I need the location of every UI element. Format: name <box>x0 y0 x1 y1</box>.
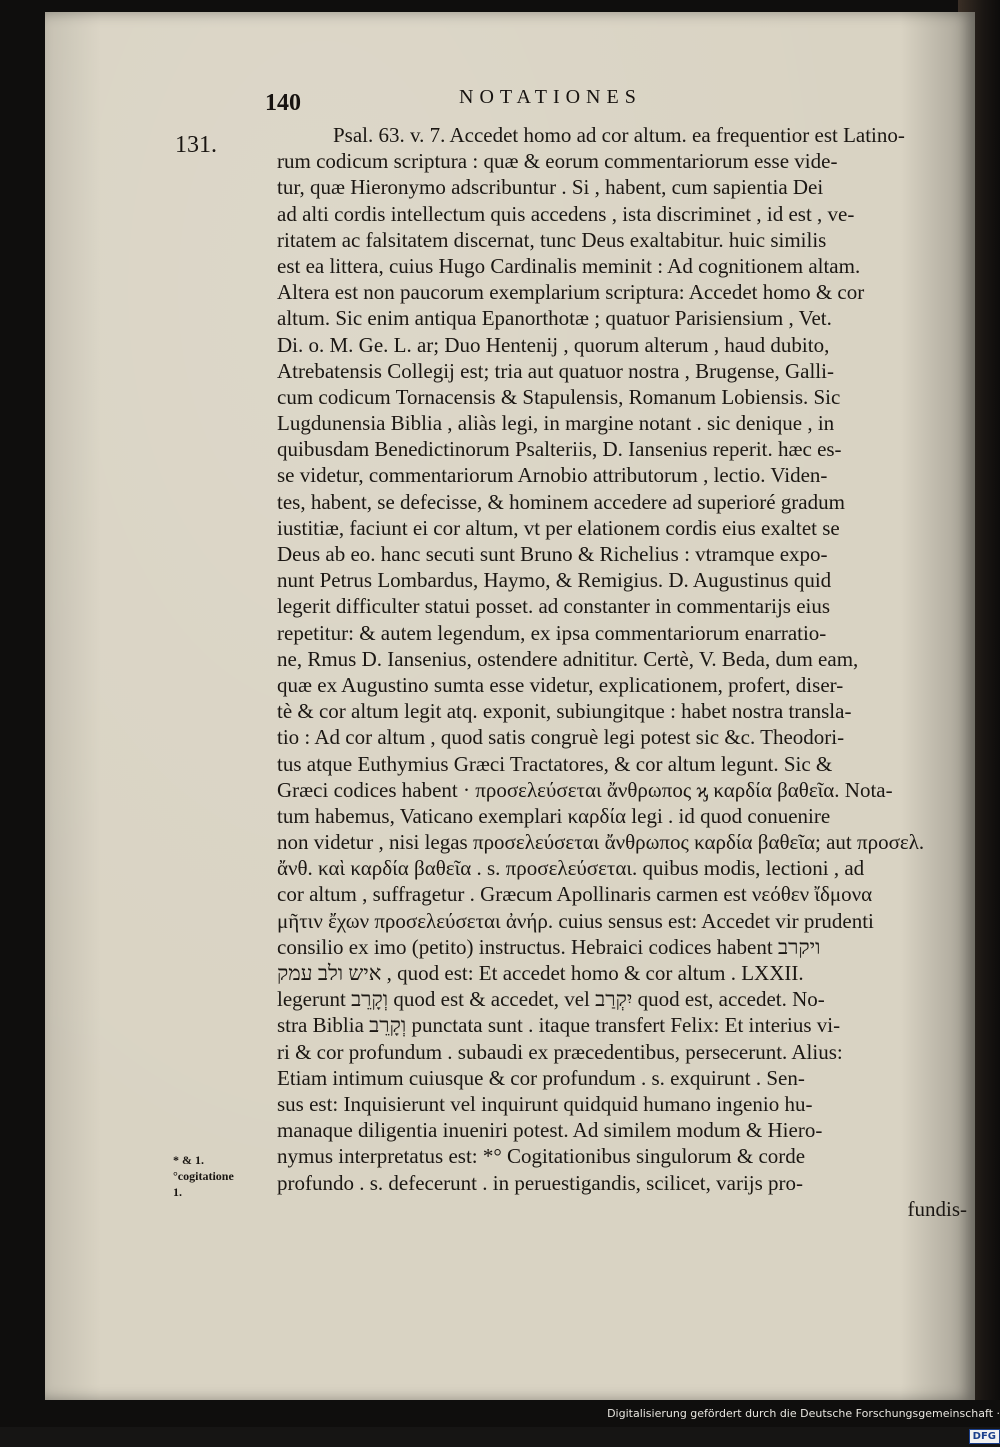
text-line: איש ולב עמק , quod est: Et accedet homo & cor altum . LXXII. <box>277 961 804 985</box>
text-line: est ea littera, cuius Hugo Cardinalis meminit : Ad cognitionem altam. <box>277 253 861 278</box>
text-line: se videtur, commentariorum Arnobio attributorum , lectio. Viden- <box>277 463 828 488</box>
text-line: cum codicum Tornacensis & Stapulensis, Romanum Lobiensis. Sic <box>277 384 841 409</box>
credit-text: Digitalisierung gefördert durch die Deutsche Forschungsgemeinschaft · <box>607 1407 1000 1420</box>
text-line: tum habemus, Vaticano exemplari καρδία legi . id quod conuenire <box>277 803 831 828</box>
text-line: tes, habent, se defecisse, & hominem accedere ad superioré gradum <box>277 489 845 514</box>
side-note-line: °cogitatione <box>173 1169 234 1183</box>
catchword: fundis- <box>907 1196 967 1221</box>
text-line: Atrebatensis Collegij est; tria aut quatuor nostra , Brugense, Galli- <box>277 358 834 383</box>
text-line: rum codicum scriptura : quæ & eorum commentariorum esse vide- <box>277 149 838 174</box>
text-line: Etiam intimum cuiusque & cor profundum . s. exquirunt . Sen- <box>277 1065 805 1090</box>
text-line: tur, quæ Hieronymo adscribuntur . Si , habent, cum sapientia Dei <box>277 175 824 200</box>
dfg-logo: DFG <box>969 1429 1000 1444</box>
text-line: μῆτιν ἔχων προσελεύσεται ἀνήρ. cuius sensus est: Accedet vir prudenti <box>277 908 874 933</box>
text-line: quæ ex Augustino sumta esse videtur, explicationem, profert, diser- <box>277 672 844 697</box>
digitization-credit <box>600 1403 1000 1442</box>
text-line: ἄνθ. καὶ καρδία βαθεῖα . s. προσελεύσεται. quibus modis, lectioni , ad <box>277 856 865 881</box>
text-line: tus atque Euthymius Græci Tractatores, & cor altum legunt. Sic & <box>277 751 833 776</box>
text-line: nymus interpretatus est: *° Cogitationibus singulorum & corde <box>277 1144 806 1169</box>
text-line: tè & cor altum legit atq. exponit, subiungitque : habet nostra transla- <box>277 699 852 724</box>
text-line: Psal. 63. v. 7. Accedet homo ad cor altum. ea frequentior est Latino- <box>333 123 905 147</box>
text-line: tio : Ad cor altum , quod satis congruè legi potest sic &c. Theodori- <box>277 725 845 750</box>
text-line: ri & cor profundum . subaudi ex præcedentibus, persecerunt. Alius: <box>277 1039 843 1064</box>
margin-side-note <box>173 1152 273 1200</box>
text-line: ritatem ac falsitatem discernat, tunc Deus exaltabitur. huic similis <box>277 227 827 252</box>
text-line: manaque diligentia inueniri potest. Ad similem modum & Hiero- <box>277 1118 823 1143</box>
text-line: cor altum , suffragetur . Græcum Apollinaris carmen est νεόθεν ἴδμονα <box>277 882 873 907</box>
text-line: profundo . s. defecerunt . in peruestigandis, scilicet, varijs pro- <box>277 1170 804 1195</box>
text-line: ne, Rmus D. Iansenius, ostendere adnititur. Certè, V. Beda, dum eam, <box>277 646 859 671</box>
body-text <box>277 122 967 1222</box>
text-line: Altera est non paucorum exemplarium scriptura: Accedet homo & cor <box>277 280 865 305</box>
text-line: legerunt וְקָרֵב quod est & accedet, vel יִקְרַב quod est, accedet. No- <box>277 987 825 1012</box>
text-line: consilio ex imo (petito) instructus. Hebraici codices habent ויקרב <box>277 934 821 959</box>
side-note-line: * & 1. <box>173 1153 204 1167</box>
text-line: non videtur , nisi legas προσελεύσεται ἄνθρωπος καρδία βαθεῖα; aut προσελ. <box>277 830 925 855</box>
text-line: Deus ab eo. hanc secuti sunt Bruno & Richelius : vtramque expo- <box>277 542 828 566</box>
running-head <box>45 84 975 114</box>
text-line: sus est: Inquisierunt vel inquirunt quidquid humano ingenio hu- <box>277 1091 813 1116</box>
text-line: quibusdam Benedictinorum Psalteriis, D. Iansenius reperit. hæc es- <box>277 437 842 462</box>
page-number: 140 <box>265 90 301 116</box>
running-title: NOTATIONES <box>459 86 642 108</box>
text-line: nunt Petrus Lombardus, Haymo, & Remigius. D. Augustinus quid <box>277 568 832 593</box>
text-line: repetitur: & autem legendum, ex ipsa commentariorum enarratio- <box>277 620 827 645</box>
text-line: altum. Sic enim antiqua Epanorthotæ ; quatuor Parisiensium , Vet. <box>277 306 832 331</box>
text-line: iustitiæ, faciunt ei cor altum, vt per elationem cordis eius exaltet se <box>277 515 840 540</box>
text-line: ad alti cordis intellectum quis accedens , ista discriminet , id est , ve- <box>277 201 855 226</box>
text-line: Di. o. M. Ge. L. ar; Duo Hentenij , quorum alterum , haud dubito, <box>277 332 830 357</box>
text-line: Lugdunensia Biblia , aliàs legi, in margine notant . sic denique , in <box>277 411 835 436</box>
text-line: legerit difficulter statui posset. ad constanter in commentarijs eius <box>277 594 831 619</box>
text-line: Græci codices habent · προσελεύσεται ἄνθρωπος ϗ καρδία βαθεῖα. Nota- <box>277 777 893 802</box>
text-line: stra Biblia וְקָרֵב punctata sunt . itaque transfert Felix: Et interius vi- <box>277 1013 841 1038</box>
side-note-line: 1. <box>173 1185 182 1199</box>
margin-note-number: 131. <box>175 132 217 158</box>
book-page <box>45 12 975 1400</box>
